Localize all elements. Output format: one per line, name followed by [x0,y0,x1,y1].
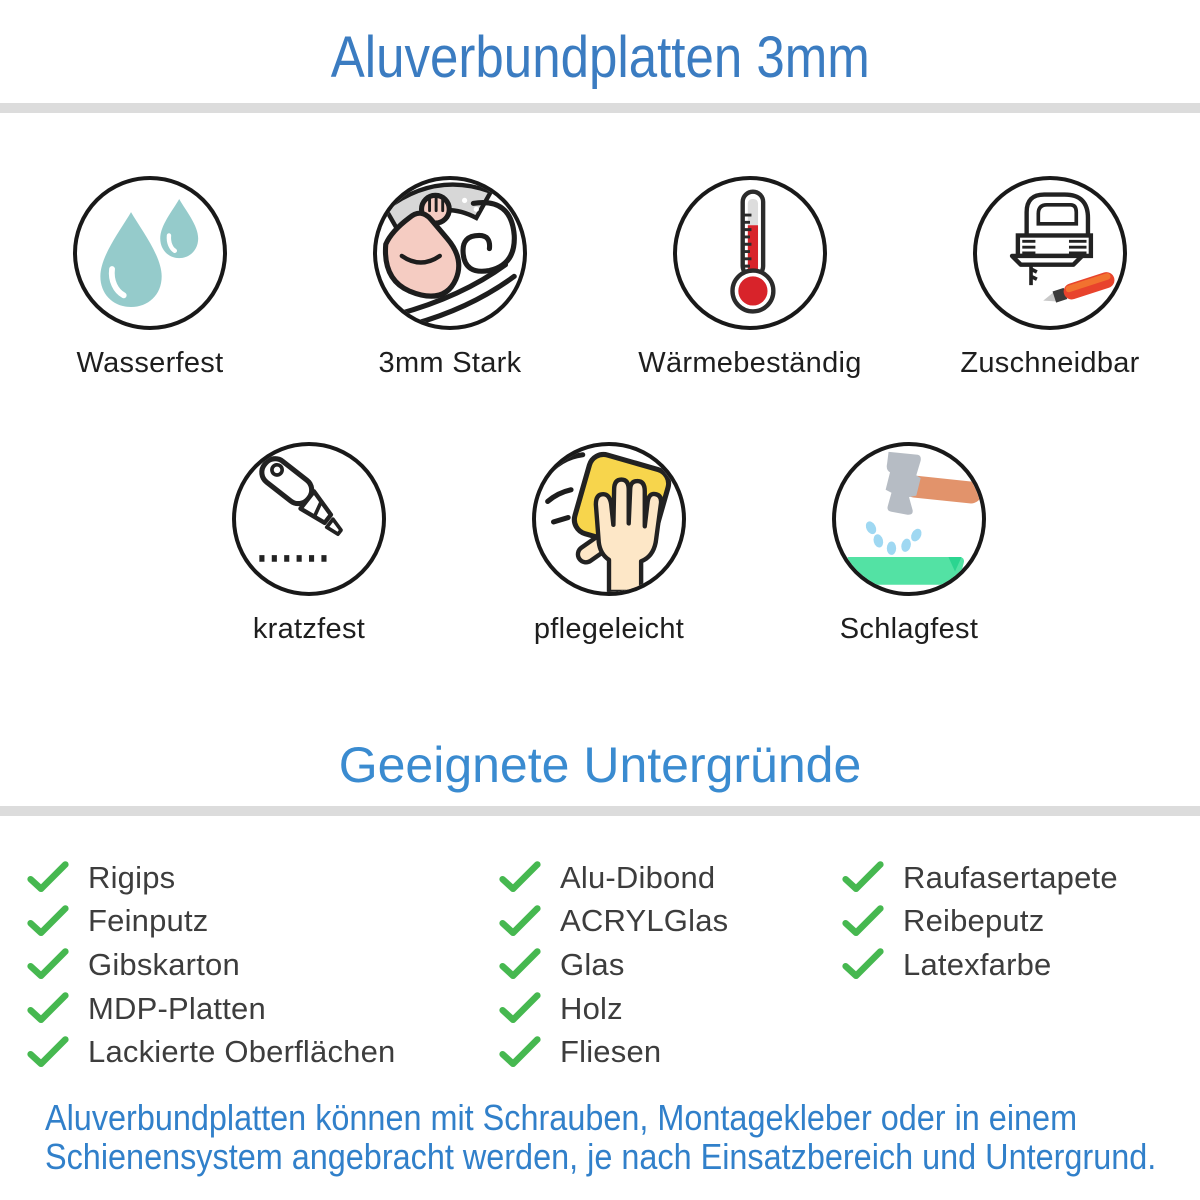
list-item [26,987,395,1031]
feature-row-2 [9,442,1200,646]
check-icon [841,861,885,894]
check-icon [498,905,542,938]
feature-label: 3mm Stark [378,347,522,379]
list-item [26,856,395,900]
check-icon [498,1036,542,1069]
list-item [841,856,1118,900]
substrate-label: Lackierte Oberflächen [88,1034,396,1070]
list-item [26,900,395,944]
list-item [26,943,395,987]
check-icon [498,948,542,981]
substrate-label: Rigips [88,859,176,895]
check-icon [26,861,70,894]
substrate-label: Reibeputz [903,903,1045,939]
mounting-note-line1: Aluverbundplatten können mit Schrauben, Montagekleber oder in einem [45,1097,1078,1138]
check-icon [26,992,70,1025]
check-icon [841,905,885,938]
thermometer-icon [673,176,827,330]
substrate-label: Alu-Dibond [560,859,716,895]
substrate-label: Latexfarbe [903,946,1052,982]
utility-knife-icon [232,442,386,596]
page-title-text: Aluverbundplatten 3mm [330,25,870,90]
feature-label: kratzfest [252,613,366,645]
feature-label: Wärmebeständig [638,347,862,379]
muscle-arm-panel-icon [373,176,527,330]
check-icon [498,992,542,1025]
check-icon [841,948,885,981]
substrate-label: Fliesen [560,1034,662,1070]
substrate-label: Holz [560,990,623,1026]
feature-label: pflegeleicht [533,613,685,645]
feature-3mm-stark [300,176,600,380]
cleaning-hand-cloth-icon [532,442,686,596]
substrate-label: Feinputz [88,903,209,939]
feature-label: Zuschneidbar [960,347,1140,379]
check-icon [26,905,70,938]
list-item [841,900,1118,944]
hammer-impact-icon [832,442,986,596]
list-item [498,943,728,987]
jigsaw-cutter-icon [973,176,1127,330]
section-heading-untergruende: Geeignete Untergründe [338,737,862,793]
list-item [26,1030,395,1074]
substrate-label: MDP-Platten [88,990,266,1026]
water-drops-icon [73,176,227,330]
list-item [498,1030,728,1074]
feature-wasserfest [0,176,300,380]
divider-section [0,806,1200,816]
feature-pflegeleicht [459,442,759,646]
substrate-column-1 [26,856,395,1074]
mounting-note [45,1097,1157,1177]
check-icon [26,1036,70,1069]
substrate-label: Glas [560,946,625,982]
substrate-label: Raufasertapete [903,859,1118,895]
feature-label: Schlagfest [839,613,979,645]
list-item [498,856,728,900]
list-item [498,987,728,1031]
divider-top [0,103,1200,113]
feature-zuschneidbar [900,176,1200,380]
list-item [498,900,728,944]
substrate-label: ACRYLGlas [560,903,729,939]
substrate-label: Gibskarton [88,946,240,982]
mounting-note-line2: Schienensystem angebracht werden, je nach Einsatzbereich und Untergrund. [45,1136,1157,1177]
substrate-column-2 [498,856,728,1074]
substrate-column-3 [841,856,1118,987]
feature-waermebestaendig [600,176,900,380]
feature-label: Wasserfest [76,347,224,379]
page-title [0,24,1200,91]
feature-kratzfest [159,442,459,646]
feature-schlagfest [759,442,1059,646]
feature-row-1 [0,176,1200,380]
list-item [841,943,1118,987]
check-icon [498,861,542,894]
check-icon [26,948,70,981]
